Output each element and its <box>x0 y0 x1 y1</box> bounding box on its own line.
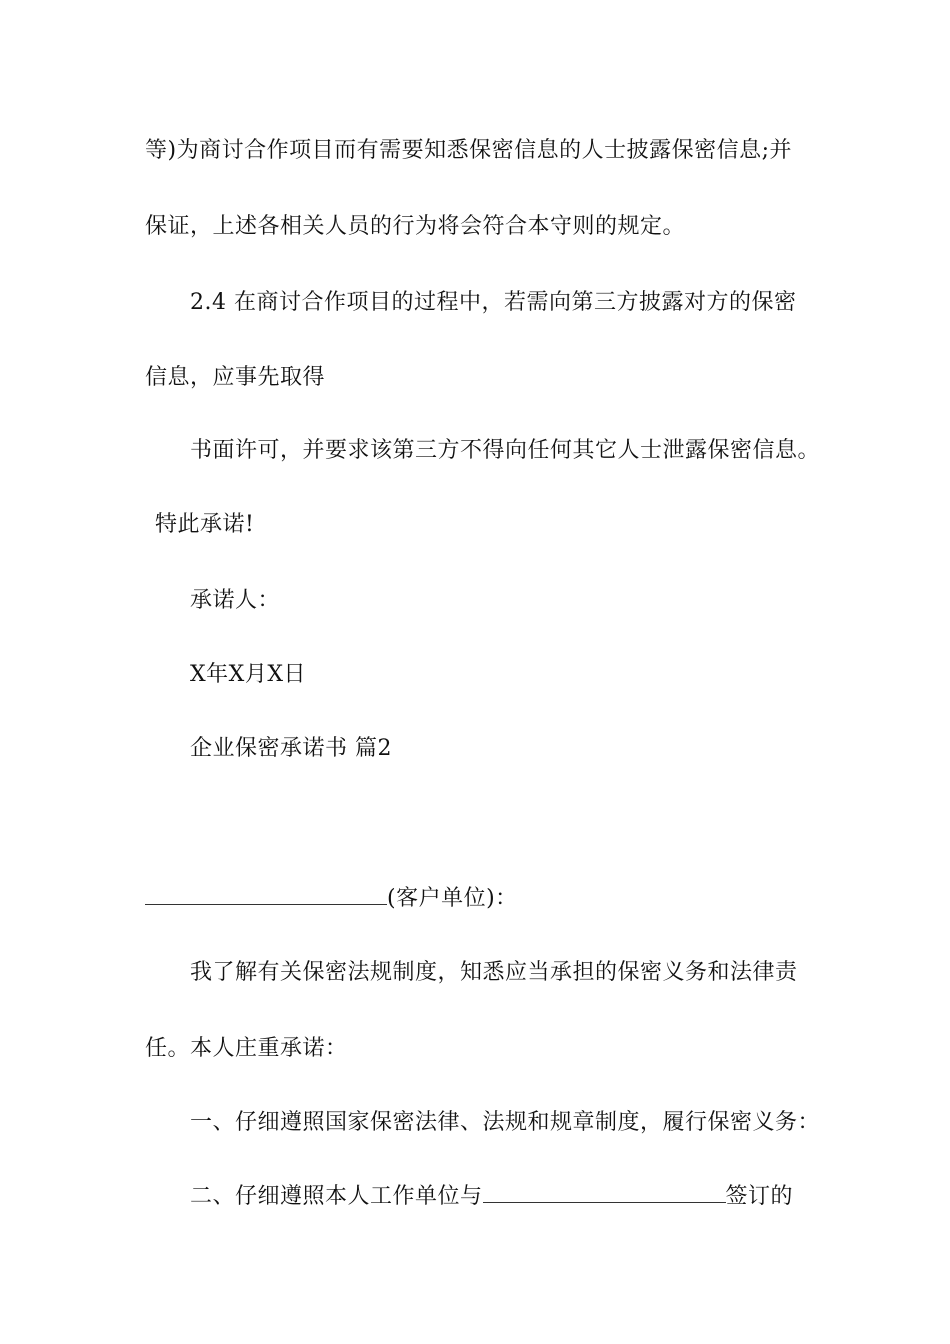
client-unit-label: (客户单位)： <box>387 886 518 911</box>
paragraph-line-1: 等)为商讨合作项目而有需要知悉保密信息的人士披露保密信息;并 <box>145 138 792 163</box>
body-line-2: 任。本人庄重承诺： <box>145 1036 348 1061</box>
clause-2-4-line-3: 书面许可，并要求该第三方不得向任何其它人士泄露保密信息。 <box>190 438 821 463</box>
date-line: X年X月X日 <box>190 662 306 687</box>
client-unit-line <box>145 884 518 914</box>
client-unit-blank <box>145 884 387 905</box>
item-two-suffix: 签订的 <box>725 1184 794 1209</box>
hereby-promise: 特此承诺! <box>155 512 255 537</box>
body-line-1: 我了解有关保密法规制度，知悉应当承担的保密义务和法律责 <box>190 960 798 985</box>
employer-blank <box>483 1182 726 1203</box>
item-one: 一、仔细遵照国家保密法律、法规和规章制度，履行保密义务： <box>190 1110 821 1135</box>
item-two <box>190 1182 793 1212</box>
section-title: 企业保密承诺书 篇2 <box>190 736 392 761</box>
promisor-label: 承诺人： <box>190 588 281 613</box>
item-two-text: 二、仔细遵照本人工作单位与 <box>190 1184 483 1209</box>
clause-2-4-line-2: 信息，应事先取得 <box>145 365 326 390</box>
paragraph-line-2: 保证，上述各相关人员的行为将会符合本守则的规定。 <box>145 214 686 239</box>
clause-2-4-line-1: 2.4 在商讨合作项目的过程中，若需向第三方披露对方的保密 <box>190 290 797 315</box>
